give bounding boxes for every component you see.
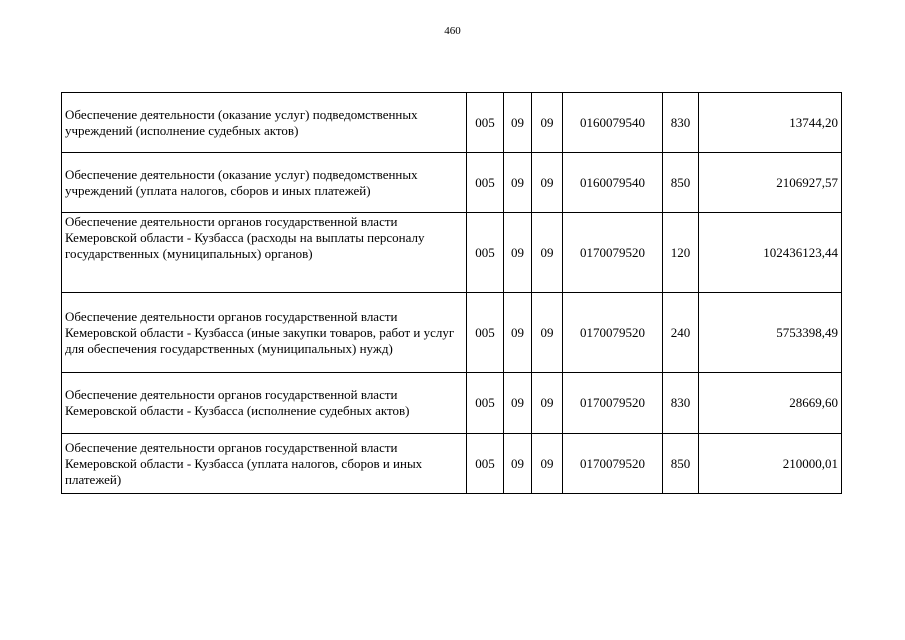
section-code-cell: 09 (504, 93, 532, 153)
department-code-cell: 005 (467, 213, 504, 293)
table-row (62, 93, 842, 153)
expense-name-cell: Обеспечение деятельности (оказание услуг) подведомственных учреждений (уплата налогов, сборов и иных платежей) (62, 153, 467, 213)
expense-type-cell: 850 (663, 153, 699, 213)
page-number: 460 (444, 25, 461, 37)
amount-cell: 5753398,49 (699, 293, 842, 373)
expense-type-cell: 830 (663, 93, 699, 153)
expense-name-cell: Обеспечение деятельности органов государственной власти Кемеровской области - Кузбасса (иные закупки товаров, работ и услуг для обеспечения государственных (муниципальных) нужд) (62, 293, 467, 373)
target-article-cell: 0170079520 (563, 373, 663, 434)
subsection-code-cell: 09 (532, 93, 563, 153)
amount-cell: 28669,60 (699, 373, 842, 434)
table-row (62, 434, 842, 494)
target-article-cell: 0170079520 (563, 213, 663, 293)
section-code-cell: 09 (504, 434, 532, 494)
subsection-code-cell: 09 (532, 373, 563, 434)
expense-type-cell: 850 (663, 434, 699, 494)
section-code-cell: 09 (504, 153, 532, 213)
subsection-code-cell: 09 (532, 213, 563, 293)
target-article-cell: 0160079540 (563, 93, 663, 153)
subsection-code-cell: 09 (532, 434, 563, 494)
table-row (62, 213, 842, 293)
table-row (62, 293, 842, 373)
section-code-cell: 09 (504, 213, 532, 293)
table-row (62, 373, 842, 434)
subsection-code-cell: 09 (532, 153, 563, 213)
expense-type-cell: 120 (663, 213, 699, 293)
expense-name-cell: Обеспечение деятельности органов государственной власти Кемеровской области - Кузбасса (расходы на выплаты персоналу государственных (муниципальных) органов) (62, 213, 467, 293)
department-code-cell: 005 (467, 434, 504, 494)
budget-table (61, 92, 842, 494)
expense-type-cell: 240 (663, 293, 699, 373)
target-article-cell: 0170079520 (563, 434, 663, 494)
department-code-cell: 005 (467, 93, 504, 153)
expense-name-cell: Обеспечение деятельности органов государственной власти Кемеровской области - Кузбасса (уплата налогов, сборов и иных платежей) (62, 434, 467, 494)
section-code-cell: 09 (504, 293, 532, 373)
target-article-cell: 0170079520 (563, 293, 663, 373)
section-code-cell: 09 (504, 373, 532, 434)
table-row (62, 153, 842, 213)
amount-cell: 102436123,44 (699, 213, 842, 293)
amount-cell: 13744,20 (699, 93, 842, 153)
target-article-cell: 0160079540 (563, 153, 663, 213)
amount-cell: 2106927,57 (699, 153, 842, 213)
subsection-code-cell: 09 (532, 293, 563, 373)
amount-cell: 210000,01 (699, 434, 842, 494)
department-code-cell: 005 (467, 293, 504, 373)
expense-type-cell: 830 (663, 373, 699, 434)
expense-name-cell: Обеспечение деятельности (оказание услуг) подведомственных учреждений (исполнение судебных актов) (62, 93, 467, 153)
expense-name-cell: Обеспечение деятельности органов государственной власти Кемеровской области - Кузбасса (исполнение судебных актов) (62, 373, 467, 434)
department-code-cell: 005 (467, 373, 504, 434)
department-code-cell: 005 (467, 153, 504, 213)
